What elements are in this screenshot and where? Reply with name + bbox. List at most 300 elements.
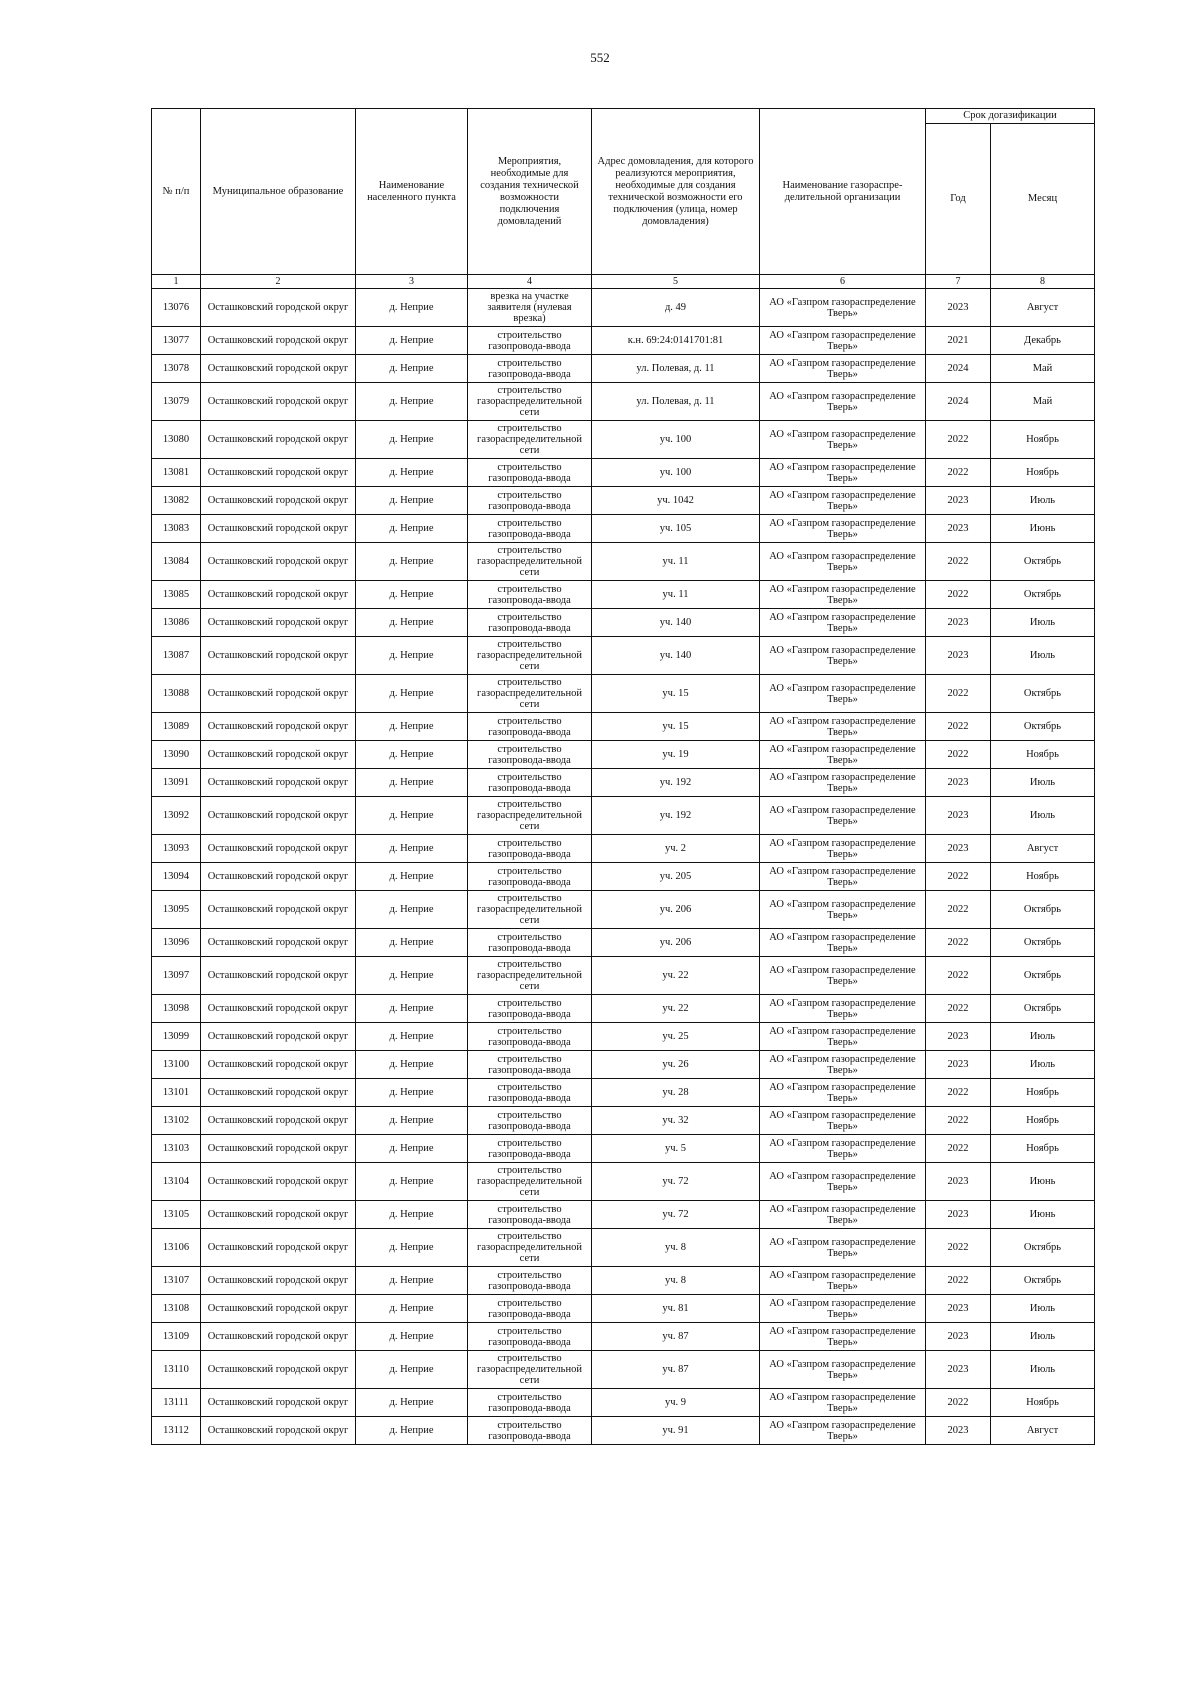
- cell-measures: строительство газопровода-ввода: [468, 1295, 592, 1323]
- cell-organization: АО «Газпром газораспределение Тверь»: [760, 863, 926, 891]
- cell-municipality: Осташковский городской округ: [201, 1417, 356, 1445]
- cell-settlement: д. Неприе: [356, 713, 468, 741]
- column-number: 2: [201, 275, 356, 289]
- cell-measures: строительство газопровода-ввода: [468, 459, 592, 487]
- cell-municipality: Осташковский городской округ: [201, 1023, 356, 1051]
- cell-measures: строительство газораспределительной сети: [468, 797, 592, 835]
- cell-organization: АО «Газпром газораспределение Тверь»: [760, 675, 926, 713]
- cell-year: 2022: [926, 459, 991, 487]
- cell-measures: строительство газопровода-ввода: [468, 835, 592, 863]
- cell-organization: АО «Газпром газораспределение Тверь»: [760, 637, 926, 675]
- cell-month: Июль: [991, 1295, 1095, 1323]
- cell-year: 2022: [926, 891, 991, 929]
- cell-address: к.н. 69:24:0141701:81: [592, 327, 760, 355]
- cell-settlement: д. Неприе: [356, 835, 468, 863]
- cell-num: 13080: [152, 421, 201, 459]
- cell-year: 2023: [926, 1417, 991, 1445]
- cell-organization: АО «Газпром газораспределение Тверь»: [760, 515, 926, 543]
- table-row: [152, 769, 1095, 797]
- cell-address: уч. 22: [592, 957, 760, 995]
- cell-address: уч. 72: [592, 1201, 760, 1229]
- cell-measures: строительство газораспределительной сети: [468, 421, 592, 459]
- cell-municipality: Осташковский городской округ: [201, 1389, 356, 1417]
- cell-month: Октябрь: [991, 957, 1095, 995]
- cell-organization: АО «Газпром газораспределение Тверь»: [760, 1295, 926, 1323]
- column-number-row: [152, 275, 1095, 289]
- cell-num: 13089: [152, 713, 201, 741]
- cell-month: Июль: [991, 487, 1095, 515]
- cell-address: уч. 72: [592, 1163, 760, 1201]
- table-row: [152, 863, 1095, 891]
- table-row: [152, 1107, 1095, 1135]
- cell-organization: АО «Газпром газораспределение Тверь»: [760, 1079, 926, 1107]
- cell-num: 13112: [152, 1417, 201, 1445]
- header-year: Год: [926, 124, 991, 275]
- cell-month: Июль: [991, 1351, 1095, 1389]
- cell-organization: АО «Газпром газораспределение Тверь»: [760, 383, 926, 421]
- cell-measures: строительство газопровода-ввода: [468, 741, 592, 769]
- cell-address: уч. 26: [592, 1051, 760, 1079]
- cell-address: уч. 25: [592, 1023, 760, 1051]
- cell-month: Июль: [991, 797, 1095, 835]
- cell-municipality: Осташковский городской округ: [201, 609, 356, 637]
- cell-month: Октябрь: [991, 891, 1095, 929]
- cell-month: Ноябрь: [991, 863, 1095, 891]
- cell-num: 13104: [152, 1163, 201, 1201]
- table-row: [152, 487, 1095, 515]
- cell-num: 13095: [152, 891, 201, 929]
- cell-num: 13079: [152, 383, 201, 421]
- cell-municipality: Осташковский городской округ: [201, 1267, 356, 1295]
- cell-month: Октябрь: [991, 995, 1095, 1023]
- page-number: 552: [590, 50, 610, 65]
- cell-address: уч. 15: [592, 713, 760, 741]
- cell-year: 2023: [926, 637, 991, 675]
- gasification-table: [151, 108, 1095, 1445]
- header-settlement: Наименование населенного пункта: [356, 109, 468, 275]
- cell-settlement: д. Неприе: [356, 637, 468, 675]
- cell-settlement: д. Неприе: [356, 1051, 468, 1079]
- table-row: [152, 891, 1095, 929]
- cell-month: Ноябрь: [991, 1079, 1095, 1107]
- cell-num: 13102: [152, 1107, 201, 1135]
- cell-year: 2022: [926, 929, 991, 957]
- cell-settlement: д. Неприе: [356, 1351, 468, 1389]
- cell-month: Ноябрь: [991, 1107, 1095, 1135]
- cell-organization: АО «Газпром газораспределение Тверь»: [760, 769, 926, 797]
- cell-address: д. 49: [592, 289, 760, 327]
- cell-year: 2023: [926, 1295, 991, 1323]
- cell-num: 13105: [152, 1201, 201, 1229]
- cell-municipality: Осташковский городской округ: [201, 797, 356, 835]
- cell-municipality: Осташковский городской округ: [201, 637, 356, 675]
- cell-measures: врезка на участке заявителя (нулевая врезка): [468, 289, 592, 327]
- cell-settlement: д. Неприе: [356, 609, 468, 637]
- cell-address: уч. 91: [592, 1417, 760, 1445]
- header-month: Месяц: [991, 124, 1095, 275]
- cell-num: 13081: [152, 459, 201, 487]
- cell-address: уч. 140: [592, 637, 760, 675]
- cell-num: 13083: [152, 515, 201, 543]
- cell-year: 2022: [926, 1135, 991, 1163]
- table-row: [152, 1229, 1095, 1267]
- cell-address: уч. 2: [592, 835, 760, 863]
- cell-year: 2022: [926, 741, 991, 769]
- cell-address: уч. 105: [592, 515, 760, 543]
- cell-municipality: Осташковский городской округ: [201, 863, 356, 891]
- cell-municipality: Осташковский городской округ: [201, 1163, 356, 1201]
- cell-address: уч. 206: [592, 929, 760, 957]
- cell-year: 2023: [926, 835, 991, 863]
- cell-settlement: д. Неприе: [356, 863, 468, 891]
- cell-measures: строительство газораспределительной сети: [468, 957, 592, 995]
- cell-municipality: Осташковский городской округ: [201, 289, 356, 327]
- cell-num: 13078: [152, 355, 201, 383]
- cell-settlement: д. Неприе: [356, 769, 468, 797]
- cell-month: Октябрь: [991, 1229, 1095, 1267]
- cell-measures: строительство газопровода-ввода: [468, 713, 592, 741]
- table-row: [152, 1351, 1095, 1389]
- cell-settlement: д. Неприе: [356, 1023, 468, 1051]
- header-organization: Наименование газораспре-делительной организации: [760, 109, 926, 275]
- cell-month: Июль: [991, 609, 1095, 637]
- cell-organization: АО «Газпром газораспределение Тверь»: [760, 741, 926, 769]
- cell-address: уч. 15: [592, 675, 760, 713]
- table-row: [152, 383, 1095, 421]
- cell-organization: АО «Газпром газораспределение Тверь»: [760, 1201, 926, 1229]
- cell-organization: АО «Газпром газораспределение Тверь»: [760, 1023, 926, 1051]
- cell-settlement: д. Неприе: [356, 1295, 468, 1323]
- header-municipality: Муниципальное образование: [201, 109, 356, 275]
- cell-address: уч. 11: [592, 543, 760, 581]
- cell-organization: АО «Газпром газораспределение Тверь»: [760, 327, 926, 355]
- cell-measures: строительство газораспределительной сети: [468, 675, 592, 713]
- cell-measures: строительство газопровода-ввода: [468, 1051, 592, 1079]
- cell-num: 13103: [152, 1135, 201, 1163]
- cell-organization: АО «Газпром газораспределение Тверь»: [760, 929, 926, 957]
- table-row: [152, 1389, 1095, 1417]
- cell-settlement: д. Неприе: [356, 929, 468, 957]
- cell-settlement: д. Неприе: [356, 581, 468, 609]
- cell-municipality: Осташковский городской округ: [201, 995, 356, 1023]
- cell-year: 2022: [926, 1229, 991, 1267]
- cell-municipality: Осташковский городской округ: [201, 459, 356, 487]
- table-row: [152, 1163, 1095, 1201]
- cell-municipality: Осташковский городской округ: [201, 891, 356, 929]
- cell-measures: строительство газопровода-ввода: [468, 609, 592, 637]
- cell-month: Июль: [991, 1323, 1095, 1351]
- cell-measures: строительство газопровода-ввода: [468, 1079, 592, 1107]
- cell-organization: АО «Газпром газораспределение Тверь»: [760, 1351, 926, 1389]
- cell-year: 2022: [926, 713, 991, 741]
- cell-organization: АО «Газпром газораспределение Тверь»: [760, 1229, 926, 1267]
- cell-month: Октябрь: [991, 713, 1095, 741]
- column-number: 6: [760, 275, 926, 289]
- cell-settlement: д. Неприе: [356, 995, 468, 1023]
- cell-municipality: Осташковский городской округ: [201, 355, 356, 383]
- cell-municipality: Осташковский городской округ: [201, 421, 356, 459]
- cell-measures: строительство газораспределительной сети: [468, 637, 592, 675]
- cell-organization: АО «Газпром газораспределение Тверь»: [760, 1163, 926, 1201]
- cell-num: 13092: [152, 797, 201, 835]
- cell-address: ул. Полевая, д. 11: [592, 383, 760, 421]
- cell-measures: строительство газопровода-ввода: [468, 515, 592, 543]
- cell-num: 13101: [152, 1079, 201, 1107]
- cell-year: 2022: [926, 863, 991, 891]
- table-row: [152, 1135, 1095, 1163]
- cell-organization: АО «Газпром газораспределение Тверь»: [760, 609, 926, 637]
- cell-municipality: Осташковский городской округ: [201, 1135, 356, 1163]
- cell-year: 2023: [926, 1351, 991, 1389]
- cell-num: 13093: [152, 835, 201, 863]
- cell-settlement: д. Неприе: [356, 1135, 468, 1163]
- cell-municipality: Осташковский городской округ: [201, 1201, 356, 1229]
- cell-settlement: д. Неприе: [356, 797, 468, 835]
- cell-settlement: д. Неприе: [356, 891, 468, 929]
- cell-month: Ноябрь: [991, 459, 1095, 487]
- cell-year: 2023: [926, 797, 991, 835]
- cell-settlement: д. Неприе: [356, 741, 468, 769]
- cell-num: 13086: [152, 609, 201, 637]
- column-number: 3: [356, 275, 468, 289]
- cell-month: Июль: [991, 637, 1095, 675]
- table-row: [152, 1417, 1095, 1445]
- cell-year: 2022: [926, 1079, 991, 1107]
- cell-municipality: Осташковский городской округ: [201, 675, 356, 713]
- cell-address: уч. 1042: [592, 487, 760, 515]
- table-row: [152, 543, 1095, 581]
- cell-num: 13099: [152, 1023, 201, 1051]
- cell-month: Декабрь: [991, 327, 1095, 355]
- table-row: [152, 289, 1095, 327]
- cell-year: 2022: [926, 995, 991, 1023]
- cell-year: 2022: [926, 957, 991, 995]
- cell-address: ул. Полевая, д. 11: [592, 355, 760, 383]
- cell-measures: строительство газопровода-ввода: [468, 1323, 592, 1351]
- cell-municipality: Осташковский городской округ: [201, 741, 356, 769]
- cell-address: уч. 8: [592, 1267, 760, 1295]
- table-row: [152, 929, 1095, 957]
- cell-settlement: д. Неприе: [356, 1107, 468, 1135]
- cell-num: 13082: [152, 487, 201, 515]
- cell-settlement: д. Неприе: [356, 675, 468, 713]
- cell-measures: строительство газопровода-ввода: [468, 1389, 592, 1417]
- table-body: [152, 289, 1095, 1445]
- cell-measures: строительство газопровода-ввода: [468, 327, 592, 355]
- cell-num: 13085: [152, 581, 201, 609]
- cell-measures: строительство газопровода-ввода: [468, 1135, 592, 1163]
- header-num: № п/п: [152, 109, 201, 275]
- cell-settlement: д. Неприе: [356, 1323, 468, 1351]
- cell-organization: АО «Газпром газораспределение Тверь»: [760, 1417, 926, 1445]
- cell-year: 2023: [926, 1163, 991, 1201]
- cell-measures: строительство газораспределительной сети: [468, 1163, 592, 1201]
- cell-measures: строительство газопровода-ввода: [468, 1201, 592, 1229]
- cell-num: 13098: [152, 995, 201, 1023]
- cell-month: Июнь: [991, 515, 1095, 543]
- cell-month: Октябрь: [991, 675, 1095, 713]
- cell-num: 13108: [152, 1295, 201, 1323]
- cell-year: 2023: [926, 487, 991, 515]
- cell-num: 13090: [152, 741, 201, 769]
- cell-organization: АО «Газпром газораспределение Тверь»: [760, 1323, 926, 1351]
- table-row: [152, 835, 1095, 863]
- cell-num: 13076: [152, 289, 201, 327]
- cell-year: 2021: [926, 327, 991, 355]
- table-row: [152, 1201, 1095, 1229]
- cell-settlement: д. Неприе: [356, 515, 468, 543]
- table-row: [152, 957, 1095, 995]
- cell-measures: строительство газораспределительной сети: [468, 543, 592, 581]
- table-row: [152, 637, 1095, 675]
- cell-address: уч. 28: [592, 1079, 760, 1107]
- cell-organization: АО «Газпром газораспределение Тверь»: [760, 713, 926, 741]
- cell-organization: АО «Газпром газораспределение Тверь»: [760, 995, 926, 1023]
- cell-organization: АО «Газпром газораспределение Тверь»: [760, 797, 926, 835]
- cell-settlement: д. Неприе: [356, 1417, 468, 1445]
- cell-municipality: Осташковский городской округ: [201, 327, 356, 355]
- cell-settlement: д. Неприе: [356, 543, 468, 581]
- cell-organization: АО «Газпром газораспределение Тверь»: [760, 289, 926, 327]
- cell-organization: АО «Газпром газораспределение Тверь»: [760, 355, 926, 383]
- cell-num: 13109: [152, 1323, 201, 1351]
- cell-municipality: Осташковский городской округ: [201, 1351, 356, 1389]
- cell-year: 2023: [926, 289, 991, 327]
- cell-num: 13077: [152, 327, 201, 355]
- cell-year: 2023: [926, 609, 991, 637]
- cell-address: уч. 140: [592, 609, 760, 637]
- cell-measures: строительство газопровода-ввода: [468, 929, 592, 957]
- cell-address: уч. 192: [592, 769, 760, 797]
- cell-year: 2023: [926, 1323, 991, 1351]
- cell-municipality: Осташковский городской округ: [201, 835, 356, 863]
- table-row: [152, 355, 1095, 383]
- cell-measures: строительство газопровода-ввода: [468, 355, 592, 383]
- cell-address: уч. 11: [592, 581, 760, 609]
- cell-num: 13111: [152, 1389, 201, 1417]
- cell-month: Июль: [991, 1023, 1095, 1051]
- table-row: [152, 421, 1095, 459]
- cell-num: 13107: [152, 1267, 201, 1295]
- cell-measures: строительство газопровода-ввода: [468, 1267, 592, 1295]
- cell-month: Октябрь: [991, 1267, 1095, 1295]
- cell-settlement: д. Неприе: [356, 289, 468, 327]
- cell-month: Август: [991, 835, 1095, 863]
- cell-measures: строительство газораспределительной сети: [468, 383, 592, 421]
- cell-municipality: Осташковский городской округ: [201, 1323, 356, 1351]
- cell-municipality: Осташковский городской округ: [201, 769, 356, 797]
- cell-municipality: Осташковский городской округ: [201, 1295, 356, 1323]
- cell-municipality: Осташковский городской округ: [201, 543, 356, 581]
- cell-organization: АО «Газпром газораспределение Тверь»: [760, 1051, 926, 1079]
- cell-address: уч. 19: [592, 741, 760, 769]
- cell-address: уч. 9: [592, 1389, 760, 1417]
- table-row: [152, 797, 1095, 835]
- cell-organization: АО «Газпром газораспределение Тверь»: [760, 957, 926, 995]
- table-row: [152, 713, 1095, 741]
- cell-num: 13088: [152, 675, 201, 713]
- table-row: [152, 1079, 1095, 1107]
- cell-municipality: Осташковский городской округ: [201, 1107, 356, 1135]
- cell-year: 2023: [926, 769, 991, 797]
- cell-address: уч. 100: [592, 421, 760, 459]
- cell-month: Август: [991, 289, 1095, 327]
- cell-year: 2023: [926, 1023, 991, 1051]
- cell-organization: АО «Газпром газораспределение Тверь»: [760, 543, 926, 581]
- cell-measures: строительство газопровода-ввода: [468, 995, 592, 1023]
- cell-month: Октябрь: [991, 543, 1095, 581]
- cell-settlement: д. Неприе: [356, 1389, 468, 1417]
- cell-month: Июнь: [991, 1201, 1095, 1229]
- table-row: [152, 609, 1095, 637]
- header-measures: Мероприятия, необходимые для создания технической возможности подключения домовладений: [468, 109, 592, 275]
- table-row: [152, 1051, 1095, 1079]
- cell-year: 2023: [926, 1201, 991, 1229]
- cell-num: 13100: [152, 1051, 201, 1079]
- cell-month: Ноябрь: [991, 1389, 1095, 1417]
- cell-year: 2022: [926, 1267, 991, 1295]
- cell-settlement: д. Неприе: [356, 355, 468, 383]
- table-row: [152, 995, 1095, 1023]
- cell-organization: АО «Газпром газораспределение Тверь»: [760, 581, 926, 609]
- table-row: [152, 1295, 1095, 1323]
- cell-year: 2022: [926, 581, 991, 609]
- cell-measures: строительство газопровода-ввода: [468, 1417, 592, 1445]
- cell-year: 2022: [926, 543, 991, 581]
- cell-num: 13094: [152, 863, 201, 891]
- cell-month: Октябрь: [991, 581, 1095, 609]
- cell-address: уч. 87: [592, 1323, 760, 1351]
- cell-measures: строительство газопровода-ввода: [468, 1023, 592, 1051]
- cell-settlement: д. Неприе: [356, 327, 468, 355]
- table-row: [152, 581, 1095, 609]
- cell-organization: АО «Газпром газораспределение Тверь»: [760, 1107, 926, 1135]
- cell-year: 2022: [926, 421, 991, 459]
- cell-month: Июль: [991, 1051, 1095, 1079]
- cell-num: 13106: [152, 1229, 201, 1267]
- cell-measures: строительство газораспределительной сети: [468, 1351, 592, 1389]
- cell-address: уч. 192: [592, 797, 760, 835]
- column-number: 1: [152, 275, 201, 289]
- column-number: 5: [592, 275, 760, 289]
- cell-num: 13084: [152, 543, 201, 581]
- cell-municipality: Осташковский городской округ: [201, 581, 356, 609]
- cell-address: уч. 205: [592, 863, 760, 891]
- cell-year: 2024: [926, 355, 991, 383]
- cell-measures: строительство газораспределительной сети: [468, 891, 592, 929]
- cell-settlement: д. Неприе: [356, 957, 468, 995]
- cell-municipality: Осташковский городской округ: [201, 1079, 356, 1107]
- cell-address: уч. 81: [592, 1295, 760, 1323]
- cell-settlement: д. Неприе: [356, 1163, 468, 1201]
- cell-year: 2024: [926, 383, 991, 421]
- cell-month: Ноябрь: [991, 741, 1095, 769]
- cell-address: уч. 22: [592, 995, 760, 1023]
- cell-settlement: д. Неприе: [356, 459, 468, 487]
- cell-measures: строительство газопровода-ввода: [468, 487, 592, 515]
- cell-municipality: Осташковский городской округ: [201, 713, 356, 741]
- cell-month: Август: [991, 1417, 1095, 1445]
- cell-settlement: д. Неприе: [356, 1201, 468, 1229]
- cell-measures: строительство газопровода-ввода: [468, 863, 592, 891]
- cell-settlement: д. Неприе: [356, 1229, 468, 1267]
- cell-organization: АО «Газпром газораспределение Тверь»: [760, 459, 926, 487]
- cell-measures: строительство газораспределительной сети: [468, 1229, 592, 1267]
- cell-month: Ноябрь: [991, 421, 1095, 459]
- cell-municipality: Осташковский городской округ: [201, 1051, 356, 1079]
- cell-num: 13097: [152, 957, 201, 995]
- cell-year: 2023: [926, 515, 991, 543]
